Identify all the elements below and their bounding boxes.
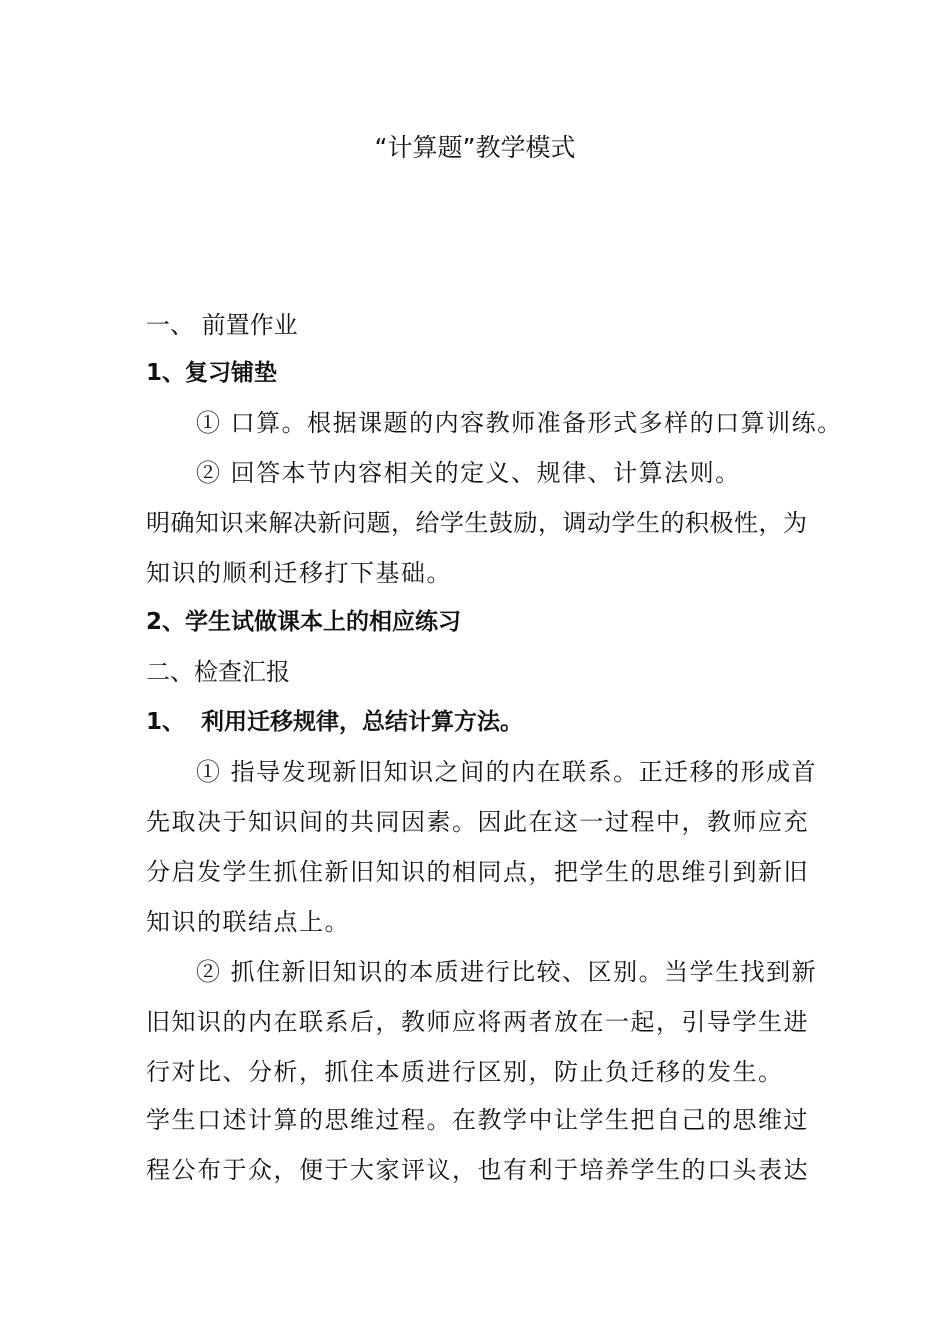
paragraph-line: 先取决于知识间的共同因素。因此在这一过程中，教师应充 [146, 808, 809, 836]
paragraph-line: 明确知识来解决新问题，给学生鼓励，调动学生的积极性，为 [146, 509, 808, 537]
list-item: ① 口算。根据课题的内容教师准备形式多样的口算训练。 [196, 409, 843, 437]
subsection-heading-1-1: 1、复习铺垫 [146, 360, 278, 386]
paragraph-line: ② 抓住新旧知识的本质进行比较、区别。当学生找到新 [196, 958, 818, 986]
paragraph-line: ① 指导发现新旧知识之间的内在联系。正迁移的形成首 [196, 758, 818, 786]
section-heading-2: 二、检查汇报 [146, 658, 290, 686]
paragraph-line: 知识的顺利迁移打下基础。 [146, 559, 452, 587]
paragraph-line: 程公布于众，便于大家评议，也有利于培养学生的口头表达 [146, 1156, 809, 1184]
paragraph-line: 学生口述计算的思维过程。在教学中让学生把自己的思维过 [146, 1106, 809, 1134]
document-title: “计算题”教学模式 [374, 133, 576, 162]
paragraph-line: 分启发学生抓住新旧知识的相同点，把学生的思维引到新旧 [146, 858, 809, 886]
subsection-heading-1-2: 2、学生试做课本上的相应练习 [146, 609, 462, 635]
paragraph-line: 行对比、分析，抓住本质进行区别，防止负迁移的发生。 [146, 1058, 784, 1086]
list-item: ② 回答本节内容相关的定义、规律、计算法则。 [196, 459, 741, 487]
section-heading-1: 一、 前置作业 [146, 311, 298, 339]
subsection-heading-2-1: 1、 利用迁移规律，总结计算方法。 [146, 709, 524, 735]
paragraph-line: 知识的联结点上。 [146, 908, 350, 936]
paragraph-line: 旧知识的内在联系后，教师应将两者放在一起，引导学生进 [146, 1008, 809, 1036]
